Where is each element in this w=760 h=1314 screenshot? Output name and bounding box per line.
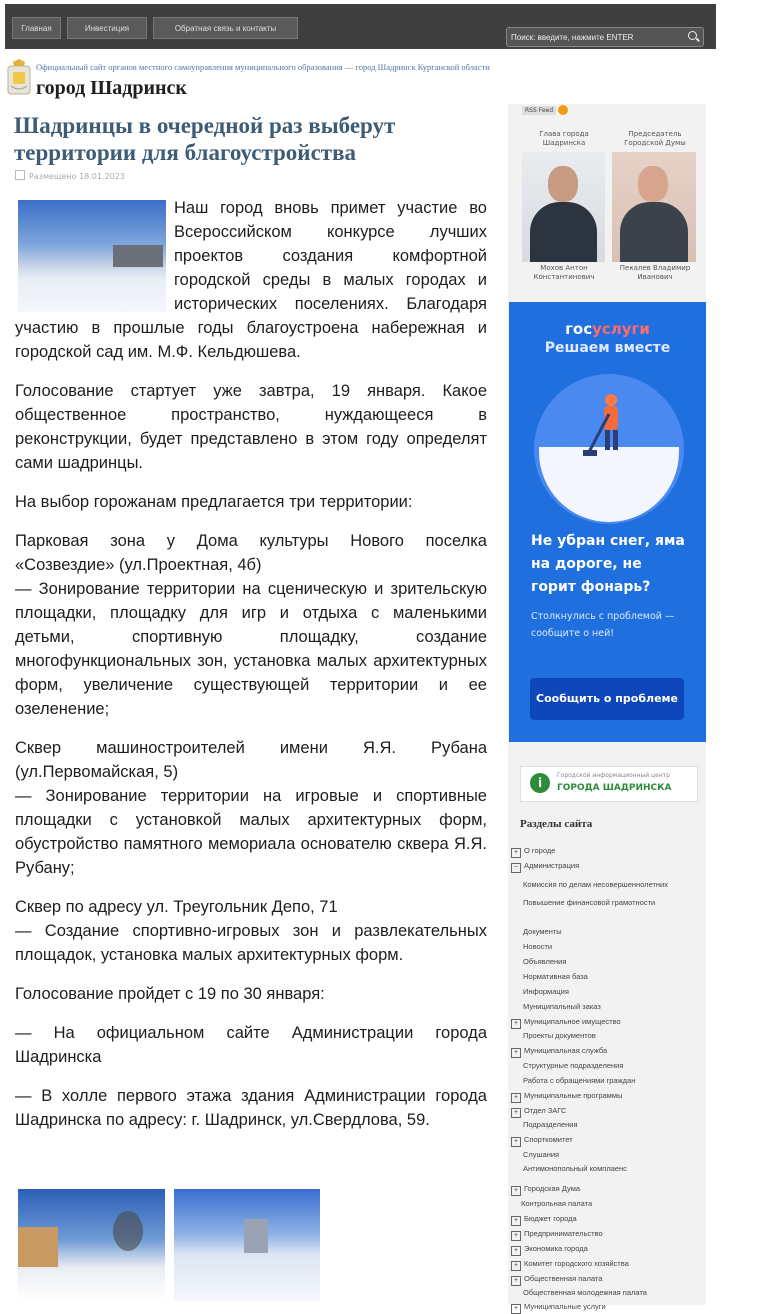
site-sections-title: Разделы сайта — [520, 818, 593, 830]
tree-item[interactable] — [511, 1017, 621, 1029]
expand-icon[interactable]: + — [511, 1276, 521, 1286]
portrait-face — [548, 166, 578, 202]
tree-item[interactable]: Слушания — [523, 1150, 560, 1159]
expand-icon[interactable]: + — [511, 1108, 521, 1118]
report-problem-button[interactable]: Сообщить о проблеме — [530, 678, 684, 720]
article-paragraph-1: Наш город вновь примет участие во Всероссийском конкурсе лучших проектов создания комфортной городской среды в малых городах и исторических поселениях. Благодаря участию в прошлые годы благоустроена набережная и городской сад им. М.Ф. Кельдюшева. — [15, 199, 487, 361]
collapse-icon[interactable]: − — [511, 863, 521, 873]
tree-item[interactable]: Общественная молодежная палата — [523, 1288, 647, 1297]
portrait-suit — [620, 202, 688, 262]
tree-item[interactable]: Структурные подразделения — [523, 1061, 624, 1070]
expand-icon[interactable]: + — [511, 1304, 521, 1314]
tree-item[interactable]: Нормативная база — [523, 972, 588, 981]
search-box — [506, 27, 704, 47]
tree-item[interactable]: Антимонопольный комплаенс — [523, 1164, 627, 1173]
tree-item[interactable] — [511, 1214, 577, 1226]
tree-item[interactable] — [511, 1244, 588, 1256]
calendar-icon — [15, 170, 25, 180]
nav-item-home[interactable]: Главная — [12, 17, 61, 39]
search-icon[interactable] — [688, 31, 697, 40]
site-title[interactable]: город Шадринск — [36, 77, 187, 99]
photo-tower — [244, 1219, 268, 1253]
gosuslugi-logo-text — [509, 320, 706, 338]
gosuslugi-text: Столкнулись с проблемой — сообщите о ней! — [531, 611, 675, 639]
expand-icon[interactable]: + — [511, 848, 521, 858]
article-paragraph-3: На выбор горожанам предлагается три территории: — [15, 493, 413, 511]
article-paragraph-8: — На официальном сайте Администрации города Шадринска — [15, 1024, 487, 1066]
tree-item-label[interactable]: Экономика города — [524, 1244, 588, 1253]
tree-item[interactable] — [511, 846, 555, 858]
info-center-line-2: ГОРОДА ШАДРИНСКА — [557, 783, 672, 793]
tree-item-label[interactable]: О городе — [524, 846, 556, 855]
gosuslugi-slogan: Решаем вместе — [544, 340, 671, 356]
official-1-name[interactable]: Мохов Антон Константинович — [533, 264, 595, 281]
tree-item[interactable] — [511, 1274, 602, 1286]
page-right-margin — [716, 0, 760, 1305]
expand-icon[interactable]: + — [511, 1246, 521, 1256]
article-paragraph-5: Сквер машиностроителей имени Я.Я. Рубана (ул.Первомайская, 5) — Зонирование территории на игровые и спортивные площадки с установкой малых архитектурных форм, обустройство памятного мемориала основателю сквера Я.Я. Рубану; — [15, 739, 487, 877]
tree-item-label[interactable]: Муниципальные программы — [524, 1091, 623, 1100]
gosuslugi-logo-text-b: услуги — [592, 320, 650, 338]
tree-item-label[interactable]: Отдел ЗАГС — [524, 1106, 567, 1115]
sidebar — [508, 104, 706, 1312]
tree-item[interactable] — [511, 1184, 580, 1196]
tree-item[interactable]: Комиссия по делам несовершеннолетних — [523, 880, 668, 889]
expand-icon[interactable]: + — [511, 1137, 521, 1147]
nav-item-feedback[interactable]: Обратная связь и контакты — [153, 17, 298, 39]
post-date — [15, 170, 125, 181]
tree-item-label[interactable]: Общественная палата — [524, 1274, 603, 1283]
gallery-photo-1[interactable] — [18, 1189, 165, 1301]
tree-item[interactable] — [511, 1046, 607, 1058]
tree-item[interactable] — [511, 1229, 603, 1241]
building-in-photo — [113, 245, 163, 267]
expand-icon[interactable]: + — [511, 1216, 521, 1226]
article-paragraph-6: Сквер по адресу ул. Треугольник Депо, 71 — Создание спортивно-игровых зон и развлекательных площадок, установка малых архитектурных форм. — [15, 898, 487, 964]
tree-item[interactable]: Информация — [523, 987, 569, 996]
tree-item[interactable]: Муниципальный заказ — [523, 1002, 601, 1011]
article-body — [15, 196, 487, 1147]
rss-feed-link[interactable]: RSS Feed — [522, 106, 556, 115]
official-2-portrait[interactable] — [612, 152, 696, 262]
article-paragraph-9: — В холле первого этажа здания Администрации города Шадринска по адресу: г. Шадринск, ул.Свердлова, 59. — [15, 1087, 487, 1129]
article-title[interactable]: Шадринцы в очередной раз выберут территории для благоустройства — [14, 113, 396, 165]
tree-item[interactable]: Подразделения — [523, 1120, 578, 1129]
tree-item-label[interactable]: Муниципальные услуги — [524, 1302, 606, 1311]
photo-tree — [113, 1211, 143, 1251]
article-paragraph-7: Голосование пройдет с 19 по 30 января: — [15, 985, 325, 1003]
tree-item[interactable] — [511, 1091, 622, 1103]
portrait-face — [638, 166, 668, 202]
tree-item-label[interactable]: Городская Дума — [524, 1184, 581, 1193]
official-1-role: Глава города Шадринска — [539, 130, 589, 147]
tree-item-label[interactable]: Спорткомитет — [524, 1135, 573, 1144]
tree-item[interactable] — [511, 1259, 629, 1271]
tree-item[interactable]: Контрольная палата — [521, 1199, 593, 1208]
tree-item-label[interactable]: Муниципальное имущество — [524, 1017, 621, 1026]
gosuslugi-banner[interactable] — [509, 302, 706, 742]
coat-of-arms-logo[interactable] — [7, 58, 31, 96]
tree-item[interactable]: Документы — [523, 927, 562, 936]
article-photo-winter-street[interactable] — [18, 200, 166, 312]
search-input[interactable] — [511, 30, 681, 44]
info-center-line-1: Городской информационный центр — [557, 772, 671, 779]
gosuslugi-headline: Не убран снег, яма на дороге, не горит фонарь? — [531, 533, 685, 595]
expand-icon[interactable]: + — [511, 1186, 521, 1196]
tree-item[interactable]: Проекты документов — [523, 1031, 596, 1040]
info-center-banner[interactable] — [520, 766, 698, 802]
tree-item-label[interactable]: Администрация — [524, 861, 580, 870]
expand-icon[interactable]: + — [511, 1019, 521, 1029]
rss-icon[interactable] — [558, 105, 568, 115]
tree-item[interactable] — [511, 1302, 606, 1314]
worker-shovel-icon — [579, 390, 639, 460]
gallery-photo-2[interactable] — [174, 1189, 320, 1301]
site-subtitle[interactable]: Официальный сайт органов местного самоуправления муниципального образования — город Шадринск Курганской области — [36, 62, 490, 72]
expand-icon[interactable]: + — [511, 1048, 521, 1058]
tree-item[interactable]: Повышение финансовой грамотности — [523, 898, 656, 907]
expand-icon[interactable]: + — [511, 1261, 521, 1271]
gosuslugi-logo-text-a: гос — [565, 320, 593, 338]
post-date-text: Размещено 18.01.2023 — [29, 172, 125, 181]
tree-item-label[interactable]: Предпринимательство — [524, 1229, 603, 1238]
photo-building — [18, 1227, 58, 1267]
tree-item[interactable] — [511, 861, 579, 873]
article-paragraph-4: Парковая зона у Дома культуры Нового поселка «Созвездие» (ул.Проектная, 4б) — Зонирование территории на сценическую и зрительскую площадки, площадку для игр и отдыха с маленькими детьми, спортивную площадку, создание многофункциональных зон, установка малых архитектурных форм, увеличение существующей территории и ее озеленение; — [15, 532, 487, 718]
official-2-role: Председатель Городской Думы — [624, 130, 686, 147]
expand-icon[interactable]: + — [511, 1231, 521, 1241]
official-1-portrait[interactable] — [522, 152, 605, 262]
tree-item-label[interactable]: Комитет городского хозяйства — [524, 1259, 629, 1268]
tree-item-label[interactable]: Муниципальная служба — [524, 1046, 608, 1055]
tree-item[interactable]: Новости — [523, 942, 553, 951]
tree-item-label[interactable]: Бюджет города — [524, 1214, 577, 1223]
portrait-suit — [530, 202, 597, 262]
official-2-name[interactable]: Пекалев Владимир Иванович — [619, 264, 691, 281]
tree-item[interactable] — [511, 1135, 573, 1147]
expand-icon[interactable]: + — [511, 1093, 521, 1103]
info-icon: i — [530, 773, 550, 793]
tree-item[interactable]: Работа с обращениями граждан — [523, 1076, 636, 1085]
nav-item-investment[interactable]: Инвестиция — [67, 17, 147, 39]
article-paragraph-2: Голосование стартует уже завтра, 19 января. Какое общественное пространство, нуждающееся в реконструкции, будет представлено в этом году определят сами шадринцы. — [15, 382, 487, 472]
tree-item[interactable]: Объявления — [523, 957, 567, 966]
tree-item[interactable] — [511, 1106, 566, 1118]
